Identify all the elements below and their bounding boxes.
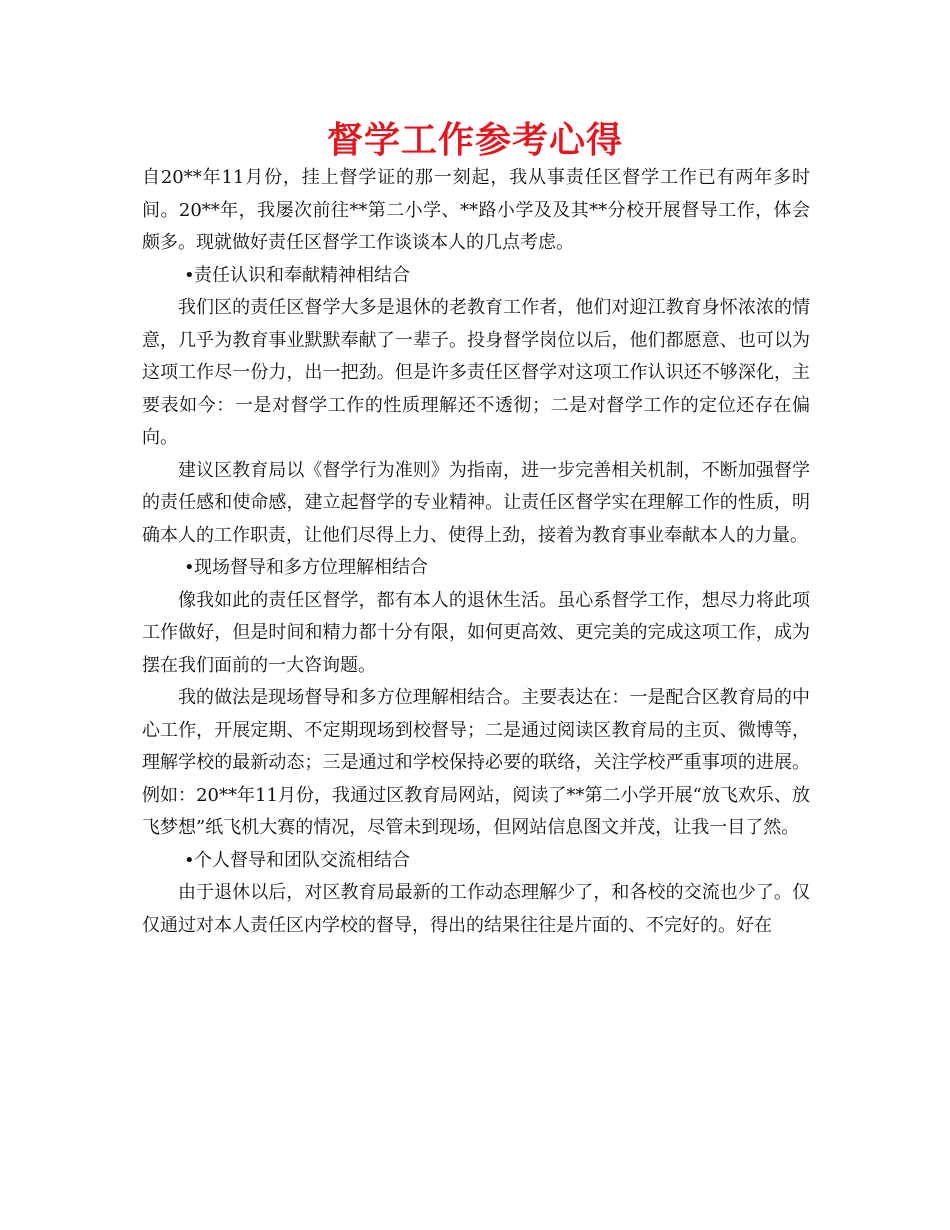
section-heading [142,552,810,585]
section-heading-text: 责任认识和奉献精神相结合 [194,264,410,286]
body-paragraph: 像我如此的责任区督学，都有本人的退休生活。虽心系督学工作，想尽力将此项工作做好，但是时间和精力都十分有限，如何更高效、更完美的完成这项工作，成为摆在我们面前的一大咨询题。 [142,589,810,676]
bullet-icon: • [184,557,195,578]
body-paragraph: 我们区的责任区督学大多是退休的老教育工作者，他们对迎江教育身怀浓浓的情意，几乎为教育事业默默奉献了一辈子。投身督学岗位以后，他们都愿意、也可以为这项工作尽一份力，出一把劲。但是许多责任区督学对这项工作认识还不够深化，主要表如今：一是对督学工作的性质理解还不透彻；二是对督学工作的定位还存在偏向。 [142,297,810,448]
bullet-icon: • [184,849,195,871]
section-heading [142,260,810,293]
bullet-icon: • [184,264,195,286]
section-heading-text: 个人督导和团队交流相结合 [194,849,410,871]
body-paragraph: 建议区教育局以《督学行为准则》为指南，进一步完善相关机制，不断加强督学的责任感和使命感，建立起督学的专业精神。让责任区督学实在理解工作的性质，明确本人的工作职责，让他们尽得上力、使得上劲，接着为教育事业奉献本人的力量。 [142,459,810,546]
document-body [142,162,810,942]
body-paragraph: 我的做法是现场督导和多方位理解相结合。主要表达在：一是配合区教育局的中心工作，开展定期、不定期现场到校督导；二是通过阅读区教育局的主页、微博等，理解学校的最新动态；三是通过和学校保持必要的联络，关注学校严重事项的进展。例如：20**年11月份，我通过区教育局网站，阅读了**第二小学开展“放飞欢乐、放飞梦想”纸飞机大赛的情况，尽管未到现场，但网站信息图文并茂，让我一目了然。 [142,687,810,838]
document-title: 督学工作参考心得 [326,120,623,161]
section-heading-text: 现场督导和多方位理解相结合 [194,557,428,578]
section-heading [142,845,810,878]
body-paragraph: 由于退休以后，对区教育局最新的工作动态理解少了，和各校的交流也少了。仅仅通过对本人责任区内学校的督导，得出的结果往往是片面的、不完好的。好在 [142,882,810,936]
intro-paragraph: 自20**年11月份，挂上督学证的那一刻起，我从事责任区督学工作已有两年多时间。20**年，我屡次前往**第二小学、**路小学及及其**分校开展督导工作，体会颇多。现就做好责任区督学工作谈谈本人的几点考虑。 [142,167,810,253]
